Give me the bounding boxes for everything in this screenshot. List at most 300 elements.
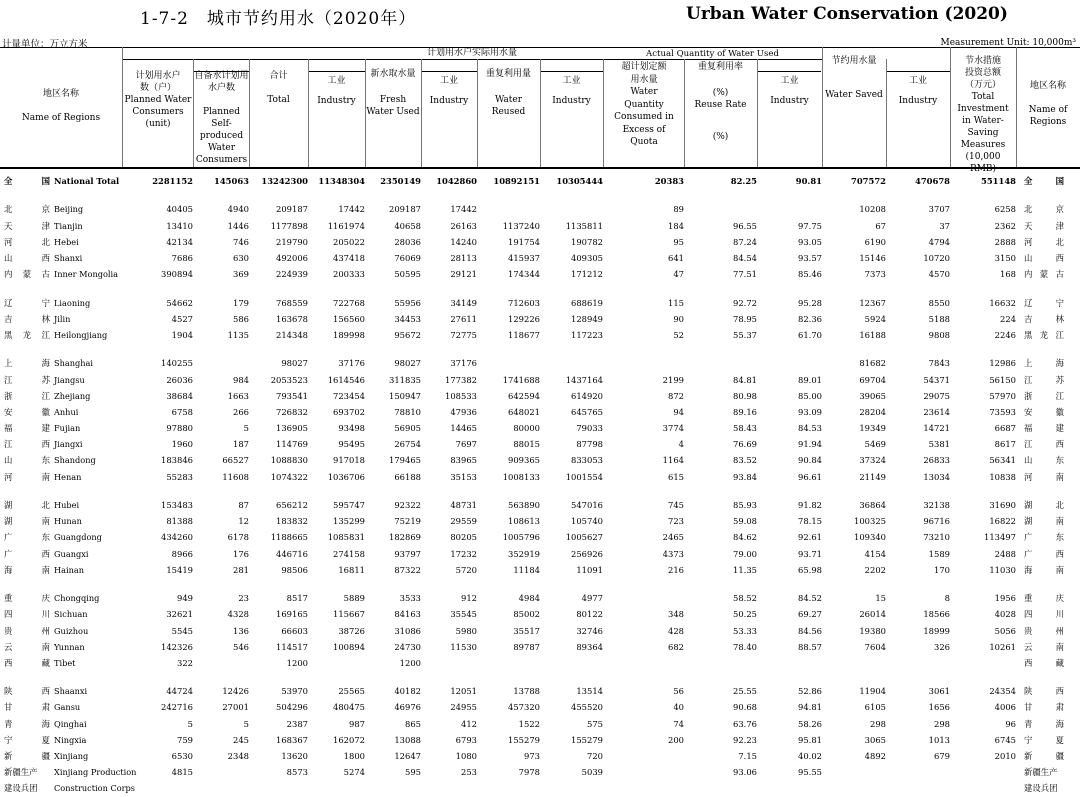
value-cell: 274158 (333, 548, 365, 559)
value-cell: 168 (1000, 269, 1016, 280)
value-cell: 35545 (450, 609, 477, 620)
value-cell: 114517 (276, 641, 308, 652)
value-cell: 7604 (864, 641, 886, 652)
table-row (0, 327, 1080, 343)
value-cell: 14240 (450, 236, 477, 247)
value-cell: 712603 (508, 297, 540, 308)
value-cell: 1904 (171, 329, 193, 340)
value-cell (193, 780, 249, 796)
value-cell: 90 (673, 313, 684, 324)
region-name-cn-right: 江苏 (1024, 374, 1064, 385)
value-cell: 547016 (571, 500, 603, 511)
value-cell: 4154 (864, 548, 886, 559)
value-cell: 118677 (508, 329, 540, 340)
value-cell: 84.62 (733, 532, 757, 543)
value-cell: 66603 (281, 625, 308, 636)
region-name-en: Shanxi (54, 253, 83, 264)
value-cell (540, 655, 603, 671)
region-name-cn-right: 云南 (1024, 641, 1064, 652)
value-cell: 190782 (571, 236, 603, 247)
region-name-cell (0, 562, 124, 578)
value-cell: 34149 (450, 297, 477, 308)
value-cell: 82.25 (730, 176, 757, 187)
value-cell: 27611 (450, 313, 477, 324)
value-cell: 630 (233, 253, 249, 264)
value-cell: 93498 (338, 423, 365, 434)
value-cell: 155279 (571, 734, 603, 745)
value-cell (421, 780, 477, 796)
value-cell: 1177898 (270, 220, 308, 231)
value-cell: 4892 (864, 751, 886, 762)
value-cell: 50595 (394, 269, 421, 280)
value-cell: 65.98 (798, 564, 822, 575)
region-name-cell (0, 250, 124, 266)
value-cell (193, 355, 249, 371)
value-cell: 13242300 (261, 176, 308, 187)
value-cell: 369 (233, 269, 249, 280)
value-cell: 6687 (994, 423, 1016, 434)
value-cell: 6758 (171, 406, 193, 417)
region-name-cell (0, 699, 124, 715)
value-cell: 642594 (508, 390, 540, 401)
value-cell: 575 (587, 718, 603, 729)
value-cell: 6190 (864, 236, 886, 247)
group-header-actual: Actual Quantity of Water Used (645, 49, 779, 59)
value-cell: 78.40 (733, 641, 757, 652)
value-cell: 8 (944, 593, 950, 604)
value-cell: 80122 (576, 609, 603, 620)
region-name-right (1016, 780, 1080, 796)
value-cell: 2348 (227, 751, 249, 762)
region-name-cn-right: 广西 (1024, 548, 1064, 559)
value-cell: 1161974 (327, 220, 365, 231)
value-cell: 97.75 (798, 220, 822, 231)
value-cell: 97880 (166, 423, 193, 434)
value-cell: 35517 (513, 625, 540, 636)
value-cell: 37176 (338, 358, 365, 369)
value-cell: 2350149 (380, 176, 421, 187)
value-cell: 88.57 (798, 641, 822, 652)
value-cell: 77.51 (733, 269, 757, 280)
value-cell: 298 (934, 718, 950, 729)
table-row (0, 699, 1080, 715)
value-cell (603, 355, 684, 371)
region-name-cn: 甘肃 (4, 702, 50, 713)
region-name-cn-right: 河北 (1024, 236, 1064, 247)
value-cell: 55956 (394, 297, 421, 308)
value-cell: 311835 (389, 374, 421, 385)
value-cell: 209187 (389, 204, 421, 215)
region-name-cell (0, 546, 124, 562)
table-row (0, 748, 1080, 764)
value-cell (757, 355, 822, 371)
value-cell: 216 (668, 564, 684, 575)
value-cell: 1800 (343, 751, 365, 762)
value-cell (886, 655, 950, 671)
value-cell: 89.16 (733, 406, 757, 417)
value-cell: 53970 (281, 686, 308, 697)
region-name-right (1016, 452, 1080, 468)
value-cell: 17232 (450, 548, 477, 559)
value-cell: 63.76 (733, 718, 757, 729)
region-name-cn: 四川 (4, 609, 50, 620)
value-cell: 1188665 (270, 532, 308, 543)
value-cell: 145063 (214, 176, 249, 187)
table-row (0, 218, 1080, 234)
value-cell: 595 (405, 767, 421, 778)
value-cell: 872 (668, 390, 684, 401)
value-cell: 54371 (923, 374, 950, 385)
value-cell: 95.28 (798, 297, 822, 308)
region-name-cn: 浙江 (4, 390, 50, 401)
value-cell: 32138 (923, 500, 950, 511)
value-cell: 85.93 (733, 500, 757, 511)
value-cell: 693702 (333, 406, 365, 417)
value-cell (822, 764, 886, 780)
value-cell: 415937 (508, 253, 540, 264)
value-cell: 27001 (222, 702, 249, 713)
region-name-en: Inner Mongolia (54, 269, 119, 280)
value-cell: 23 (238, 593, 249, 604)
value-cell: 11608 (222, 471, 249, 482)
table-body (0, 173, 1080, 797)
value-cell: 24354 (989, 686, 1016, 697)
value-cell (540, 201, 603, 217)
table-row (0, 452, 1080, 468)
table-row (0, 469, 1080, 485)
value-cell (308, 655, 365, 671)
value-cell: 187 (233, 439, 249, 450)
value-cell: 1137240 (502, 220, 540, 231)
region-name-right (1016, 683, 1080, 699)
value-cell (822, 780, 886, 796)
value-cell: 909365 (508, 455, 540, 466)
table-row (0, 529, 1080, 545)
header-bottom-rule (0, 167, 1080, 169)
value-cell: 973 (524, 751, 540, 762)
region-name-cn: 山西 (4, 253, 50, 264)
region-name-cell (0, 327, 124, 343)
value-cell: 11184 (513, 564, 540, 575)
data-table (0, 173, 1080, 797)
value-cell: 87322 (394, 564, 421, 575)
region-name-en: Ningxia (54, 734, 87, 745)
region-name-en: National Total (54, 176, 120, 187)
value-cell: 720 (587, 751, 603, 762)
value-cell: 4815 (171, 767, 193, 778)
value-cell: 32746 (576, 625, 603, 636)
value-cell: 3533 (399, 593, 421, 604)
region-name-cn: 海南 (4, 564, 50, 575)
value-cell: 6745 (994, 734, 1016, 745)
value-cell: 61.70 (798, 329, 822, 340)
value-cell: 6258 (994, 204, 1016, 215)
value-cell: 6178 (227, 532, 249, 543)
value-cell: 1614546 (327, 374, 365, 385)
region-name-cn: 河南 (4, 471, 50, 482)
value-cell: 4977 (581, 593, 603, 604)
region-name-right (1016, 699, 1080, 715)
region-name-cn: 新疆 (4, 751, 50, 762)
value-cell: 15146 (859, 253, 886, 264)
value-cell: 55.37 (733, 329, 757, 340)
value-cell: 85.00 (798, 390, 822, 401)
value-cell: 219790 (276, 236, 308, 247)
value-cell: 641 (668, 253, 684, 264)
value-cell: 214348 (276, 329, 308, 340)
region-name-right (1016, 295, 1080, 311)
region-name-en: Construction Corps (54, 783, 135, 794)
value-cell: 13788 (513, 686, 540, 697)
region-name-cell (0, 497, 124, 513)
value-cell: 37 (939, 220, 950, 231)
region-name-en: Guangxi (54, 548, 89, 559)
spacer-row (0, 189, 1080, 201)
table-row (0, 606, 1080, 622)
region-name-cn: 福建 (4, 423, 50, 434)
value-cell: 31690 (989, 500, 1016, 511)
region-name-cn: 重庆 (4, 593, 50, 604)
region-name-cn: 青海 (4, 718, 50, 729)
value-cell: 66527 (222, 455, 249, 466)
region-name-cn-right: 甘肃 (1024, 702, 1064, 713)
region-header: 地区名称 Name of Regions (21, 89, 101, 123)
value-cell: 12051 (450, 686, 477, 697)
table-row (0, 590, 1080, 606)
value-cell: 56905 (394, 423, 421, 434)
region-name-right (1016, 546, 1080, 562)
region-name-cn-right: 海南 (1024, 564, 1064, 575)
spacer-row (0, 671, 1080, 683)
region-name-right (1016, 404, 1080, 420)
region-name-en: Qinghai (54, 718, 87, 729)
value-cell: 98506 (281, 564, 308, 575)
value-cell: 726832 (276, 406, 308, 417)
value-cell: 100325 (854, 516, 886, 527)
region-name-en: Shandong (54, 455, 96, 466)
value-cell: 10208 (859, 204, 886, 215)
value-cell: 56 (673, 686, 684, 697)
region-name-cell (0, 606, 124, 622)
value-cell (540, 355, 603, 371)
value-cell: 1080 (455, 751, 477, 762)
value-cell: 11904 (859, 686, 886, 697)
region-name-cn-right: 西藏 (1024, 657, 1064, 668)
value-cell: 224939 (276, 269, 308, 280)
region-name-cell (0, 355, 124, 371)
table-row (0, 266, 1080, 282)
value-cell: 44724 (166, 686, 193, 697)
value-cell: 1085831 (327, 532, 365, 543)
region-name-cell (0, 218, 124, 234)
value-cell: 89.01 (798, 374, 822, 385)
region-name-en: Liaoning (54, 297, 91, 308)
region-name-en: Anhui (54, 406, 79, 417)
value-cell: 94 (673, 406, 684, 417)
value-cell: 987 (349, 718, 365, 729)
value-cell: 183846 (161, 455, 193, 466)
value-cell: 15419 (166, 564, 193, 575)
value-cell: 11348304 (318, 176, 365, 187)
value-cell: 2199 (662, 374, 684, 385)
value-cell: 73593 (989, 406, 1016, 417)
value-cell: 89 (673, 204, 684, 215)
value-cell: 7686 (171, 253, 193, 264)
region-name-en: Guangdong (54, 532, 102, 543)
value-cell: 50.25 (733, 609, 757, 620)
value-cell: 707572 (851, 176, 886, 187)
value-cell: 96.55 (733, 220, 757, 231)
value-cell: 10261 (989, 641, 1016, 652)
value-cell: 153483 (161, 500, 193, 511)
value-cell: 96 (1005, 718, 1016, 729)
value-cell: 8966 (171, 548, 193, 559)
value-cell: 24730 (394, 641, 421, 652)
industry-header-1: 工业 Industry (317, 76, 356, 106)
region-name-cn-right: 全国 (1024, 176, 1064, 187)
region-name-en: Gansu (54, 702, 81, 713)
value-cell: 912 (461, 593, 477, 604)
value-cell: 1036706 (327, 471, 365, 482)
value-cell: 28204 (859, 406, 886, 417)
region-name-en: Shaanxi (54, 686, 88, 697)
value-cell: 2202 (864, 564, 886, 575)
value-cell: 1522 (518, 718, 540, 729)
value-cell: 92.72 (733, 297, 757, 308)
region-name-en: Hebei (54, 236, 79, 247)
value-cell: 281 (233, 564, 249, 575)
value-cell: 91.94 (798, 439, 822, 450)
value-cell: 1074322 (270, 471, 308, 482)
value-cell: 11030 (989, 564, 1016, 575)
region-name-en: Zhejiang (54, 390, 91, 401)
value-cell: 7373 (864, 269, 886, 280)
value-cell: 76069 (394, 253, 421, 264)
value-cell: 150947 (389, 390, 421, 401)
value-cell: 205022 (333, 236, 365, 247)
value-cell: 10720 (923, 253, 950, 264)
region-name-right (1016, 234, 1080, 250)
region-name-cell (0, 371, 124, 387)
value-cell: 93.09 (798, 406, 822, 417)
spacer-row (0, 282, 1080, 294)
value-cell: 5381 (928, 439, 950, 450)
region-name-cn-right: 湖北 (1024, 500, 1064, 511)
value-cell (421, 655, 477, 671)
region-name-right (1016, 420, 1080, 436)
value-cell: 52.86 (798, 686, 822, 697)
region-name-cell (0, 404, 124, 420)
region-name-cell (0, 513, 124, 529)
region-name-cn: 广东 (4, 532, 50, 543)
value-cell: 679 (934, 751, 950, 762)
value-cell: 13088 (394, 734, 421, 745)
value-cell: 2246 (994, 329, 1016, 340)
value-cell: 6105 (864, 702, 886, 713)
value-cell: 455520 (571, 702, 603, 713)
value-cell: 38684 (166, 390, 193, 401)
value-cell (684, 780, 757, 796)
industry-rule-3 (540, 71, 603, 72)
region-name-en: Jilin (54, 313, 71, 324)
value-cell: 84.54 (733, 253, 757, 264)
value-cell: 15 (875, 593, 886, 604)
value-cell: 1663 (227, 390, 249, 401)
region-name-right (1016, 716, 1080, 732)
value-cell: 5889 (343, 593, 365, 604)
value-cell: 16632 (989, 297, 1016, 308)
value-cell: 171212 (571, 269, 603, 280)
value-cell: 95672 (394, 329, 421, 340)
value-cell: 10892151 (493, 176, 540, 187)
region-name-cn: 湖北 (4, 500, 50, 511)
value-cell: 656212 (276, 500, 308, 511)
region-name-cn-right: 山西 (1024, 253, 1064, 264)
value-cell: 745 (668, 500, 684, 511)
value-cell: 59.08 (733, 516, 757, 527)
value-cell (308, 780, 365, 796)
value-cell: 74 (673, 718, 684, 729)
region-name-right (1016, 497, 1080, 513)
value-cell: 84.52 (798, 593, 822, 604)
value-cell: 256926 (571, 548, 603, 559)
region-name-cn: 吉林 (4, 313, 50, 324)
table-row (0, 622, 1080, 638)
value-cell: 3065 (864, 734, 886, 745)
value-cell: 492006 (276, 253, 308, 264)
value-cell: 34453 (394, 313, 421, 324)
value-cell: 93.71 (798, 548, 822, 559)
value-cell (684, 355, 757, 371)
value-cell: 1200 (399, 657, 421, 668)
value-cell: 84.81 (733, 374, 757, 385)
value-cell: 182869 (389, 532, 421, 543)
value-cell: 40182 (394, 686, 421, 697)
industry-rule-2 (421, 71, 477, 72)
value-cell: 3061 (928, 686, 950, 697)
table-row (0, 295, 1080, 311)
industry-rule-1 (308, 71, 365, 72)
region-name-cn-right: 江西 (1024, 439, 1064, 450)
value-cell: 12 (238, 516, 249, 527)
value-cell: 18999 (923, 625, 950, 636)
value-cell: 55283 (166, 471, 193, 482)
value-cell: 1437164 (565, 374, 603, 385)
region-name-right (1016, 748, 1080, 764)
value-cell (477, 655, 540, 671)
value-cell: 26163 (450, 220, 477, 231)
region-name-cell (0, 780, 135, 796)
region-name-cn-right: 上海 (1024, 358, 1064, 369)
value-cell: 2465 (662, 532, 684, 543)
value-cell: 38726 (338, 625, 365, 636)
region-name-cell (0, 311, 124, 327)
value-cell: 11091 (576, 564, 603, 575)
region-name-right (1016, 764, 1080, 780)
value-cell: 13620 (281, 751, 308, 762)
region-name-en: Shanghai (54, 358, 94, 369)
value-cell: 5274 (343, 767, 365, 778)
region-name-cn-right: 建设兵团 (1024, 783, 1058, 794)
value-cell: 162072 (333, 734, 365, 745)
region-name-cn-right: 安徽 (1024, 406, 1064, 417)
value-cell: 94.81 (798, 702, 822, 713)
value-cell: 13514 (576, 686, 603, 697)
value-cell: 5720 (455, 564, 477, 575)
region-name-right (1016, 469, 1080, 485)
region-name-cn-right: 陕西 (1024, 686, 1064, 697)
industry-header-3: 工业 Industry (552, 76, 591, 106)
